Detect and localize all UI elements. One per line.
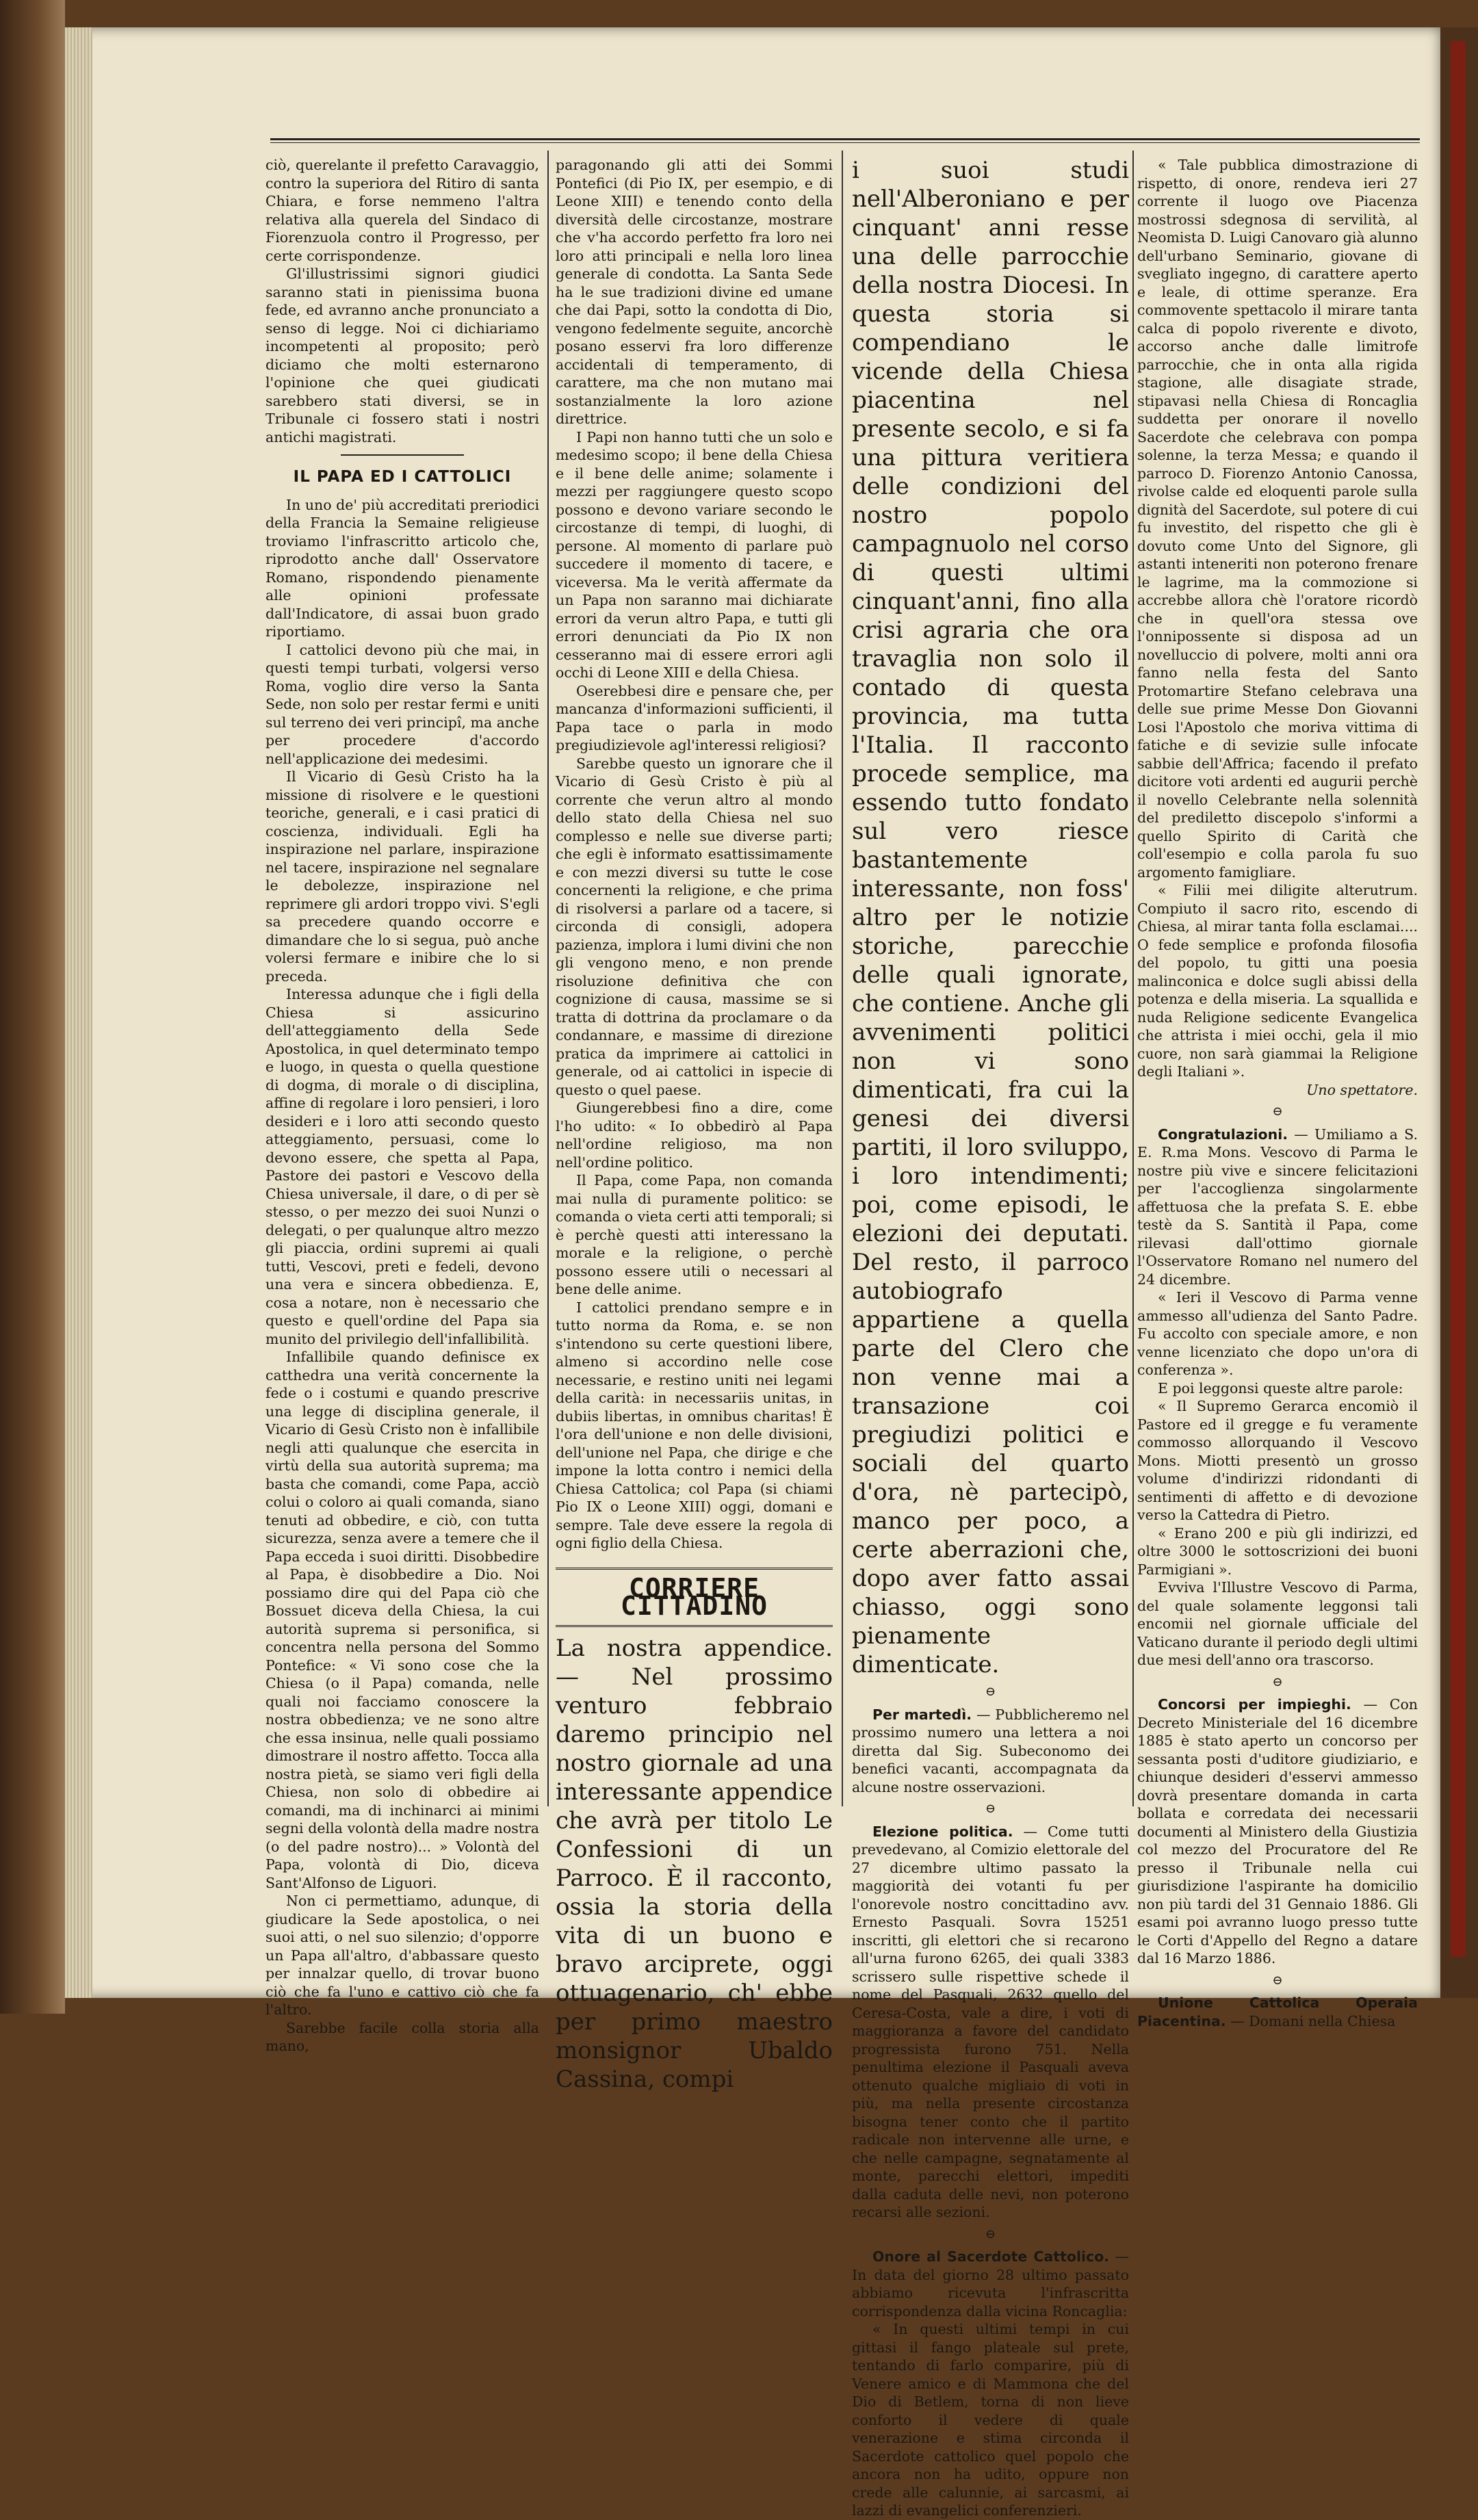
paragraph: Infallibile quando definisce ex catthedra una verità concernente la fede o i costumi e quando prescrive una legge di disciplina generale, il Vicario di Gesù Cristo non è infallibile negli atti qualunque che esercita in virtù della sua autorità suprema; ma basta che comandi, come Papa, acciò colui o coloro ai quali comanda, siano tenuti ad obbedire, e ciò, con tutta sicurezza, senza avere a temere che il Papa ecceda i suoi diritti. Disobbedire al Papa, è disobbedire a Dio. Noi possiamo dire qui del Papa ciò che Bossuet diceva della Chiesa, la cui autorità suprema si personifica, si concentra nella persona del Sommo Pontefice: « Vi sono cose che la Chiesa (o il Papa) comanda, nelle quali noi facciamo conoscere la nostra obbedienza; ve ne sono altre che essa insinua, nelle quali possiamo dimostrare il nostro affetto. Tocca alla nostra pietà, se siamo veri figli della Chiesa, non solo di obbedire ai comandi, ma di inchinarci ai minimi segni della volontà della madre nostra (o del padre nostro)... » Volontà del Papa, volontà di Dio, diceva Sant'Alfonso de Liguori. bbox=[265, 1349, 539, 1891]
item-text: — Come tutti prevedevano, al Comizio elettorale del 27 dicembre ultimo passato la maggiorità dei votanti fu per l'onorevole nostro concittadino avv. Ernesto Pasquali. Sovra 15251 inscritti, gli elettori che si recarono all'urna furono 6265, dei quali 3383 scrissero sulle rispettive schede il nome del Pasquali, 2632 quello del Ceresa-Costa, vale a dire, i voti di maggioranza a favore del candidato progressista furono 751. Nella penultima elezione il Pasquali aveva ottenuto qualche migliaio di voti in più, ma nella presente circostanza bisogna tener conto che il partito radicale non intervenne alle urne, e che nelle campagne, segnatamente al monte, parecchi elettori, impediti dalla caduta delle nevi, non poterono recarsi alle sezioni. bbox=[852, 1823, 1129, 2220]
item-text: — In data del giorno 28 ultimo passato abbiamo ricevuta l'infrascritta corrispondenza dalla vicina Roncaglia: bbox=[852, 2248, 1129, 2320]
paragraph: Oserebbesi dire e pensare che, per mancanza d'informazioni sufficienti, il Papa tace o parla in modo pregiudizievole agl'interessi religiosi? bbox=[556, 682, 833, 753]
paragraph: « Il Supremo Gerarca encomiò il Pastore ed il gregge e fu veramente commosso allorquando il Vescovo Mons. Miotti presentò un grosso volume d'indirizzi ridondanti di sentimenti di affetto e di devozione verso la Cattedra di Pietro. bbox=[1137, 1398, 1418, 1523]
separator bbox=[341, 454, 464, 456]
paragraph: ciò, querelante il prefetto Caravaggio, contro la superiora del Ritiro di santa Chiara, e forse nemmeno l'altra relativa alla querela del Sindaco di Fiorenzuola contro il Progresso, per certe corrispondenze. bbox=[265, 157, 539, 264]
column-3 bbox=[852, 156, 1129, 2520]
paragraph: « Ieri il Vescovo di Parma venne ammesso all'udienza del Santo Padre. Fu accolto con speciale amore, e non venne licenziato che dopo un'ora di conferenza ». bbox=[1137, 1289, 1418, 1378]
paragraph: I cattolici devono più che mai, in questi tempi turbati, volgersi verso Roma, voglio dire verso la Santa Sede, non solo per restar fermi e uniti sul terreno dei veri principî, ma anche per procedere d'accordo nell'applicazione dei medesimi. bbox=[265, 641, 539, 767]
paragraph: Non ci permettiamo, adunque, di giudicare la Sede apostolica, o nei suoi atti, o nel suo silenzio; d'opporre un Papa all'altro, d'abbassare questo per innalzar quello, di trovar buono ciò che fa l'uno e cattivo ciò che fa l'altro. bbox=[265, 1893, 539, 2018]
paragraph: E poi leggonsi queste altre parole: bbox=[1158, 1379, 1403, 1397]
top-rule bbox=[270, 138, 1420, 140]
book-binding-edge bbox=[0, 0, 65, 2014]
ornament-icon: ⊖ bbox=[985, 1685, 996, 1699]
ornament-icon: ⊖ bbox=[1272, 1674, 1283, 1689]
paragraph: Gl'illustrissimi signori giudici saranno stati in pienissima buona fede, ed avranno anche pronunciato a senso di legge. Noi ci dichiariamo incompetenti al proposito; però diciamo che molti esternarono l'opinione che quei giudicati sarebbero stati diversi, se in Tribunale ci fossero stati i nostri antichi magistrati. bbox=[265, 265, 539, 445]
paragraph: i suoi studi nell'Alberoniano e per cinquant' anni resse una delle parrocchie della nostra Diocesi. In questa storia si compendiano le vicende della Chiesa piacentina nel presente secolo, e si fa una pittura veritiera delle condizioni del nostro popolo campagnuolo nel corso di questi ultimi cinquant'anni, fino alla crisi agraria che ora travaglia non solo il contado di questa provincia, ma tutta l'Italia. Il racconto procede semplice, ma essendo tutto fondato sul vero riesce bastantemente interessante, non foss' altro per le notizie storiche, parecchie delle quali ignorate, che contiene. Anche gli avvenimenti politici non vi sono dimenticati, fra cui la genesi dei diversi partiti, il loro sviluppo, i loro intendimenti; poi, come episodi, le elezioni dei deputati. Del resto, il parroco autobiografo appartiene a quella parte del Clero che non venne mai a transazione coi pregiudizi politici e sociali del quarto d'ora, nè partecipò, manco per poco, a certe aberrazioni che, dopo aver fatto assai chiasso, oggi sono pienamente dimenticate. bbox=[852, 157, 1129, 1678]
article-heading: IL PAPA ED I CATTOLICI bbox=[293, 468, 512, 486]
paragraph: Sarebbe questo un ignorare che il Vicario di Gesù Cristo è più al corrente che verun altro al mondo dello stato della Chiesa nel suo complesso e nelle sue diverse parti; che egli è informato esattissimamente e con mezzi diversi su tutte le cose concernenti la religione, e che prima di risolversi a parlare od a tacere, si circonda di consigli, adopera pazienza, implora i lumi divini che non gli vengono meno, e non prende risoluzione definitiva che con cognizione di causa, massime se si tratta di dottrina da proclamare o da condannare, e massime di direzione pratica da imprimere ai cattolici in generale, od ai cattolici in ispecie di questo o quel paese. bbox=[556, 755, 833, 1098]
paragraph: Interessa adunque che i figli della Chiesa si assicurino dell'atteggiamento della Sede Apostolica, in quel determinato tempo e luogo, in questa o quella questione di dogma, di morale o di disciplina, affine di regolare i loro pensieri, i loro desideri e i loro atti secondo questo atteggiamento, persuasi, come lo devono essere, che spetta al Papa, Pastore dei pastori e Vescovo della Chiesa universale, il dare, o di per sè stesso, o per mezzo dei suoi Nunzi o delegati, o per qualunque altro mezzo gli piaccia, ordini supremi ai quali tutti, Vescovi, preti e fedeli, devono una vera e sincera obbedienza. E, cosa a notare, non è necessario che questo e quell'ordine del Papa sia munito del privilegio dell'infallibilità. bbox=[265, 986, 539, 1347]
item-title: Concorsi per impieghi. bbox=[1158, 1696, 1351, 1713]
paragraph: « Erano 200 e più gli indirizzi, ed oltre 3000 le sottoscrizioni dei buoni Parmigiani ». bbox=[1137, 1524, 1418, 1578]
item-text: — Domani nella Chiesa bbox=[1230, 2012, 1396, 2029]
ornament-icon: ⊖ bbox=[1272, 1973, 1283, 1988]
column-1 bbox=[265, 156, 539, 2055]
ornament-icon: ⊖ bbox=[985, 2226, 996, 2242]
column-rule-3 bbox=[1132, 151, 1134, 1806]
paragraph: I cattolici prendano sempre e in tutto norma da Roma, e. se non s'intendono su certe questioni libere, almeno si accordino nelle cose necessarie, e restino uniti nei legami della carità: in necessariis unitas, in dubiis libertas, in omnibus charitas! È l'ora dell'unione e non delle divisioni, dell'unione nel Papa, che dirige e che impone la lotta contro i nemici della Chiesa Cattolica; col Papa (si chiami Pio IX o Leone XIII) oggi, domani e sempre. Tale deve essere la regola di ogni figlio della Chiesa. bbox=[556, 1299, 833, 1551]
item-text: — Con Decreto Ministeriale del 16 dicembre 1885 è stato aperto un concorso per sessanta posti d'uditore giudiziario, e chiunque desideri d'esservi ammesso dovrà presentare domanda in carta bollata e corredata dei necessarii documenti al Ministero della Giustizia col mezzo del Procuratore del Re presso il Tribunale nella cui giurisdizione l'aspirante ha domicilio non più tardi del 31 Gennaio 1886. Gli esami poi avranno luogo presso tutte le Corti d'Appello del Regno a datare dal 16 Marzo 1886. bbox=[1137, 1696, 1418, 1966]
item-title: Per martedì. bbox=[872, 1706, 972, 1723]
signature: Uno spettatore. bbox=[1306, 1081, 1418, 1098]
column-4 bbox=[1137, 156, 1418, 2030]
ornament-icon: ⊖ bbox=[1272, 1104, 1283, 1119]
paragraph: I Papi non hanno tutti che un solo e medesimo scopo; il bene della Chiesa e il bene delle anime; solamente i mezzi per raggiungere questo scopo possono e devono variare secondo le circostanze di tempi, di luoghi, di persone. Al momento di parlare può succedere il momento di tacere, e viceversa. Ma le verità affermate da un Papa non saranno mai dichiarate errori da verun altro Papa, e tutti gli errori denunciati da Pio IX non cesseranno mai di essere errori agli occhi di Leone XIII e della Chiesa. bbox=[556, 428, 833, 681]
ornament-icon: ⊖ bbox=[985, 1802, 996, 1816]
paragraph: « In questi ultimi tempi in cui gittasi il fango plateale sul prete, tentando di farlo comparire, più di Venere amico e di Mammona che del Dio di Betlem, torna di non lieve conforto il vedere di quale venerazione e stima circonda il Sacerdote cattolico quel popolo che ancora non ha udito, oppure non crede alle calunnie, ai sarcasmi, ai lazzi di evangelici conferenzieri. bbox=[852, 2321, 1129, 2519]
appendix-notice bbox=[556, 1634, 833, 2094]
column-rule-2 bbox=[842, 151, 843, 1806]
column-2 bbox=[556, 156, 833, 2094]
paragraph: « Filii mei diligite alterutrum. Compiuto il sacro rito, escendo di Chiesa, al mirar tanta folla esclamai.... O fede semplice e profonda filosofia del popolo, tu gitti una poesia malinconica e dolce sugli abissi della potenza e della miseria. La squallida e nuda Religione sedicente Evangelica che attrista i miei occhi, gela il mio cuore, non sarà giammai la Religione degli Italiani ». bbox=[1137, 882, 1418, 1080]
appendix-notice-continued bbox=[852, 156, 1129, 1679]
item-title: Congratulazioni. bbox=[1158, 1126, 1288, 1143]
paragraph: Il Papa, come Papa, non comanda mai nulla di puramente politico: se comanda o vieta certi atti temporali; si è perchè questi atti interessano la morale e la religione, o perchè possono essere utili o necessari al bene delle anime. bbox=[556, 1172, 833, 1297]
bookmark-ribbon bbox=[1451, 41, 1466, 1957]
paragraph: Il Vicario di Gesù Cristo ha la missione di risolvere e le questioni teoriche, generali, e i casi pratici di coscienza, individuali. Egli ha inspirazione nel parlare, inspirazione nel tacere, inspirazione nel segnalare le debolezze, inspirazione nel reprimere gli ardori troppo vivi. S'egli sa precedere quando occorre e dimandare che lo si segua, può anche volersi fermare e inibire che lo si preceda. bbox=[265, 768, 539, 985]
paragraph: Evviva l'Illustre Vescovo di Parma, del quale solamente leggonsi tali encomii nel giornale ufficiale del Vaticano durante il periodo degli ultimi due mesi dell'anno ora trascorso. bbox=[1137, 1579, 1418, 1668]
paragraph: Giungerebbesi fino a dire, come l'ho udito: « Io obbedirò al Papa nell'ordine religioso, ma non nell'ordine politico. bbox=[556, 1100, 833, 1171]
paragraph: In uno de' più accreditati preriodici della Francia la Semaine religieuse troviamo l'infrascritto articolo che, riprodotto anche dall' Osservatore Romano, rispondendo pienamente alle opinioni professate dall'Indicatore, di assai buon grado riportiamo. bbox=[265, 496, 539, 640]
paragraph: « Tale pubblica dimostrazione di rispetto, di onore, rendeva ieri 27 corrente il luogo ove Piacenza mostrossi sdegnosa di servilità, al Neomista D. Luigi Canovaro già alunno dell'urbano Seminario, giovane di svegliato ingegno, di carattere aperto e leale, di ottime speranze. Era commovente spettacolo il mirare tanta calca di popolo riverente e divoto, accorso anche dalle limitrofe parrocchie, che in onta alla rigida stagione, alle disagiate strade, stipavasi nella Chiesa di Roncaglia suddetta per onorare il novello Sacerdote che celebrava con pompa solenne, la terza Messa; e quando il parroco D. Fiorenzo Antonio Canossa, rivolse calde ed eloquenti parole sulla dignità del Sacerdote, sul potere di cui fu investito, del rispetto che gli è dovuto come Unto del Signore, gli astanti inteneriti non poterono frenare le lagrime, ma la commozione si accrebbe allora chè l'oratore ricordò che in quell'ora stessa ove l'onnipossente si disposa ad un novelluccio di polvere, molti anni ora fanno nella festa del Santo Protomartire Stefano celebrava una delle sue prime Messe Don Giovanni Losi l'Apostolo che moriva vittima di fatiche e di sevizie sulle infocate sabbie dell'Affrica; facendo il prefato dicitore voti ardenti ed augurii perchè il novello Celebrante nella solennità del prediletto discepolo s'informi a quello Spirito di Carità che coll'esempio e colla parola fu suo argomento famigliare. bbox=[1137, 157, 1418, 881]
section-heading: CORRIERE CITTADINO bbox=[556, 1568, 833, 1627]
paragraph: Sarebbe facile colla storia alla mano, bbox=[265, 2019, 539, 2054]
top-rule-thin bbox=[270, 142, 1420, 143]
paragraph: La nostra appendice. — Nel prossimo venturo febbraio daremo principio nel nostro giornale ad una interessante appendice che avrà per titolo Le Confessioni di un Parroco. È il racconto, ossia la storia della vita di un buono e bravo arciprete, oggi ottuagenario, ch' ebbe per primo maestro monsignor Ubaldo Cassina, compi bbox=[556, 1634, 833, 2093]
column-rule-1 bbox=[547, 151, 549, 1806]
paragraph: paragonando gli atti dei Sommi Pontefici (di Pio IX, per esempio, e di Leone XIII) e tenendo conto della diversità delle circostanze, mostrare che v'ha accordo perfetto fra loro nei loro atti principali e nella loro linea generale di condotta. La Santa Sede ha le sue tradizioni divine ed umane che dai Papi, sotto la condotta di Dio, vengono fedelmente seguite, ancorchè posano esservi fra loro differenze accidentali di temperamento, di carattere, ma che non mutano mai sostanzialmente la loro azione direttrice. bbox=[556, 157, 833, 427]
page-stack-edge bbox=[65, 27, 92, 1998]
item-title: Elezione politica. bbox=[872, 1823, 1013, 1840]
item-title: Onore al Sacerdote Cattolico. bbox=[872, 2248, 1110, 2265]
item-text: — Pubblicheremo nel prossimo numero una lettera a noi diretta dal Sig. Subeconomo dei benefici vacanti, accompagnata da alcune nostre osservazioni. bbox=[852, 1706, 1129, 1795]
item-text: — Umiliamo a S. E. R.ma Mons. Vescovo di Parma le nostre più vive e sincere felicitazioni per l'accoglienza singolarmente affettuosa che la prefata S. E. ebbe testè da S. Santità il Papa, come rilevasi dall'ottimo giornale l'Osservatore Romano nel numero del 24 dicembre. bbox=[1137, 1126, 1418, 1288]
item-title: Unione Cattolica Operaia Piacentina. bbox=[1137, 1995, 1418, 2029]
